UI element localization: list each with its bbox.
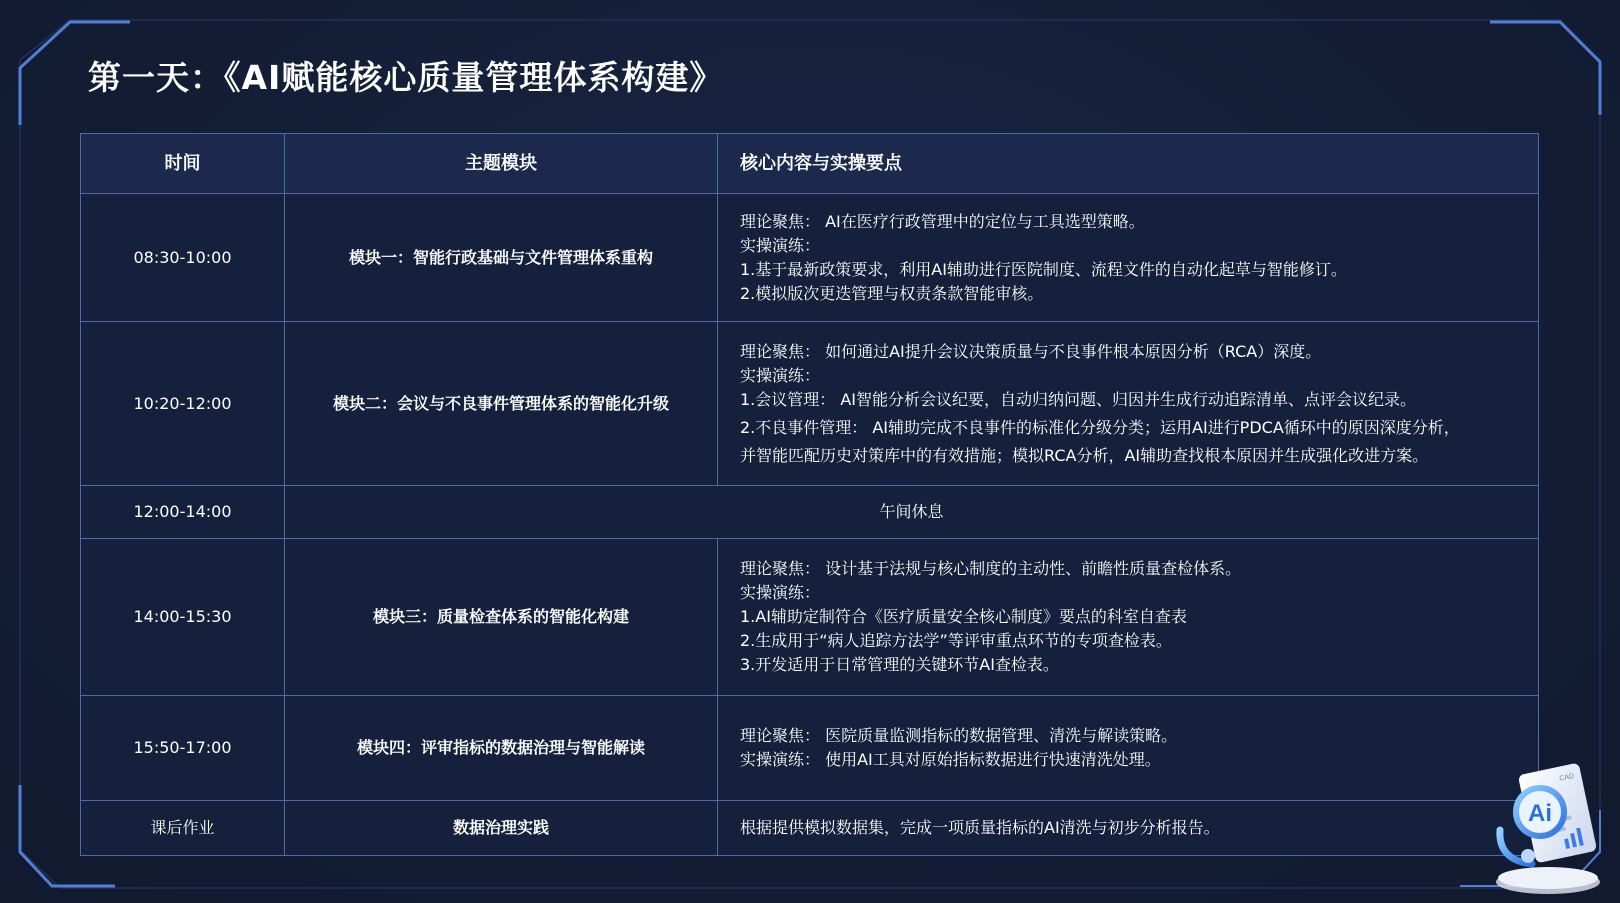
content-line: 1.基于最新政策要求，利用AI辅助进行医院制度、流程文件的自动化起草与智能修订。	[740, 259, 1347, 279]
table-row-break	[81, 486, 1539, 539]
table-header-row	[81, 134, 1539, 194]
time-cell: 15:50-17:00	[81, 696, 285, 801]
time-cell: 14:00-15:30	[81, 539, 285, 696]
ai-badge-text: Ai	[1528, 800, 1552, 827]
module-cell: 数据治理实践	[285, 801, 718, 856]
content-line: 实操演练：	[740, 235, 821, 255]
table-row	[81, 322, 1539, 486]
content-cell	[718, 539, 1539, 696]
content-line: 3.开发适用于日常管理的关键环节AI查检表。	[740, 655, 1059, 674]
content-cell	[718, 194, 1539, 322]
content-line: 实操演练：	[740, 583, 821, 602]
content-line: 根据提供模拟数据集，完成一项质量指标的AI清洗与初步分析报告。	[740, 818, 1220, 837]
content-line: 理论聚焦： 如何通过AI提升会议决策质量与不良事件根本原因分析（RCA）深度。	[740, 341, 1322, 361]
content-line: 理论聚焦： 设计基于法规与核心制度的主动性、前瞻性质量查检体系。	[740, 559, 1242, 578]
schedule-table	[80, 133, 1539, 856]
header-content: 核心内容与实操要点	[718, 134, 1539, 194]
content-line: 实操演练：	[740, 365, 821, 385]
time-cell: 课后作业	[81, 801, 285, 856]
content-line: 1.会议管理： AI智能分析会议纪要，自动归纳问题、归因并生成行动追踪清单、点评会议纪录。	[740, 389, 1417, 409]
content-line: 实操演练： 使用AI工具对原始指标数据进行快速清洗处理。	[740, 750, 1161, 769]
content-line: 理论聚焦： 医院质量监测指标的数据管理、清洗与解读策略。	[740, 726, 1178, 745]
doc-label: CAD	[1558, 772, 1575, 783]
ai-document-icon	[1488, 760, 1608, 900]
module-cell: 模块二：会议与不良事件管理体系的智能化升级	[285, 322, 718, 486]
break-cell: 午间休息	[285, 486, 1539, 539]
module-cell: 模块一：智能行政基础与文件管理体系重构	[285, 194, 718, 322]
content-line: 2.不良事件管理： AI辅助完成不良事件的标准化分级分类；运用AI进行PDCA循环中的原因深度分析，	[740, 417, 1460, 437]
content-line: 理论聚焦： AI在医疗行政管理中的定位与工具选型策略。	[740, 211, 1145, 231]
table-row	[81, 539, 1539, 696]
content-cell	[718, 696, 1539, 801]
module-cell: 模块三：质量检查体系的智能化构建	[285, 539, 718, 696]
content-cell	[718, 322, 1539, 486]
content-line: 2.模拟版次更迭管理与权责条款智能审核。	[740, 283, 1044, 303]
table-row	[81, 194, 1539, 322]
content-cell	[718, 801, 1539, 856]
module-cell: 模块四：评审指标的数据治理与智能解读	[285, 696, 718, 801]
header-time: 时间	[81, 134, 285, 194]
time-cell: 08:30-10:00	[81, 194, 285, 322]
content-line: 1.AI辅助定制符合《医疗质量安全核心制度》要点的科室自查表	[740, 607, 1187, 626]
table-row	[81, 696, 1539, 801]
content-line: 并智能匹配历史对策库中的有效措施；模拟RCA分析，AI辅助查找根本原因并生成强化改进方案。	[740, 445, 1429, 465]
time-cell: 10:20-12:00	[81, 322, 285, 486]
header-module: 主题模块	[285, 134, 718, 194]
time-cell: 12:00-14:00	[81, 486, 285, 539]
page-title: 第一天：《AI赋能核心质量管理体系构建》	[88, 58, 724, 97]
table-row	[81, 801, 1539, 856]
content-line: 2.生成用于“病人追踪方法学”等评审重点环节的专项查检表。	[740, 631, 1172, 650]
